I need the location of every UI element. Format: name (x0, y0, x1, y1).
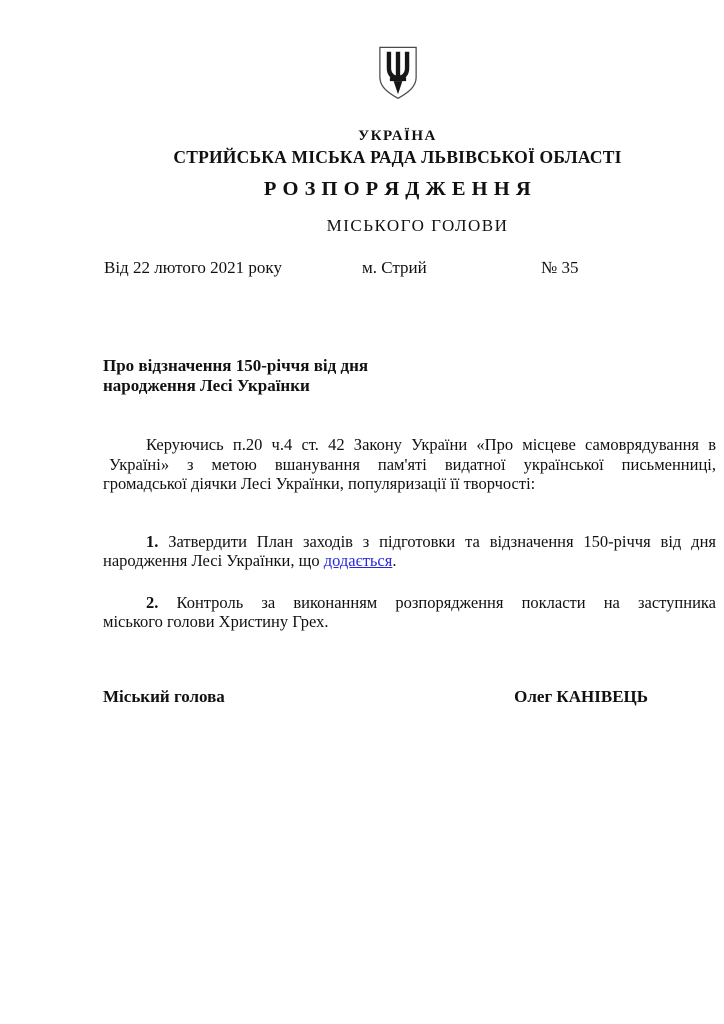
preamble-line-3: громадської діячки Лесі Українки, популяризації її творчості: (103, 474, 536, 493)
preamble-paragraph (103, 435, 716, 494)
document-type-title: Р О З П О Р Я Д Ж Е Н Н Я (263, 178, 532, 200)
subject-title (103, 356, 716, 395)
country-name: УКРАЇНА (358, 128, 437, 144)
preamble-line-1: Керуючись п.20 ч.4 ст. 42 Закону України «Про місцеве самоврядування в (146, 435, 716, 454)
order-item-2-number: 2. (146, 592, 159, 612)
preamble-line-2: Україні» з метою вшанування пам'яті видатної української письменниці, (109, 454, 716, 474)
signatory-name: Олег КАНІВЕЦЬ (514, 686, 648, 706)
issuing-authority: СТРИЙСЬКА МІСЬКА РАДА ЛЬВІВСЬКОЇ ОБЛАСТІ (173, 147, 622, 167)
signature-row (103, 687, 716, 707)
order-item-1-text-after-link: . (392, 551, 397, 570)
order-item-2-line-2: міського голови Христину Грех. (103, 612, 329, 631)
signatory-position: Міський голова (103, 686, 225, 706)
order-item-1 (103, 532, 716, 571)
document-subtype: МІСЬКОГО ГОЛОВИ (326, 216, 509, 235)
document-number: № 35 (541, 258, 579, 277)
dodayetsya-attachment-link[interactable]: додається (323, 551, 393, 570)
order-item-1-text: Затвердити План заходів з підготовки та відзначення 150-річчя від дня (158, 531, 716, 551)
document-header (103, 0, 716, 235)
document-date: Від 22 лютого 2021 року (104, 258, 282, 277)
order-item-2-line-1 (103, 593, 716, 613)
subject-title-line-1: Про відзначення 150-річчя від дня (103, 356, 369, 375)
document-place: м. Стрий (362, 258, 427, 277)
order-item-2 (103, 593, 716, 632)
order-item-1-text-before-link: народження Лесі Українки, що (103, 551, 324, 570)
order-item-1-line-2 (103, 551, 716, 571)
order-item-2-text: Контроль за виконанням розпорядження покласти на заступника (158, 592, 716, 612)
ukraine-trident-coat-of-arms-icon (378, 46, 418, 100)
order-item-1-number: 1. (146, 531, 159, 551)
subject-title-line-2: народження Лесі Українки (103, 375, 310, 395)
date-place-number-row (103, 258, 716, 278)
order-item-1-line-1 (103, 532, 716, 552)
